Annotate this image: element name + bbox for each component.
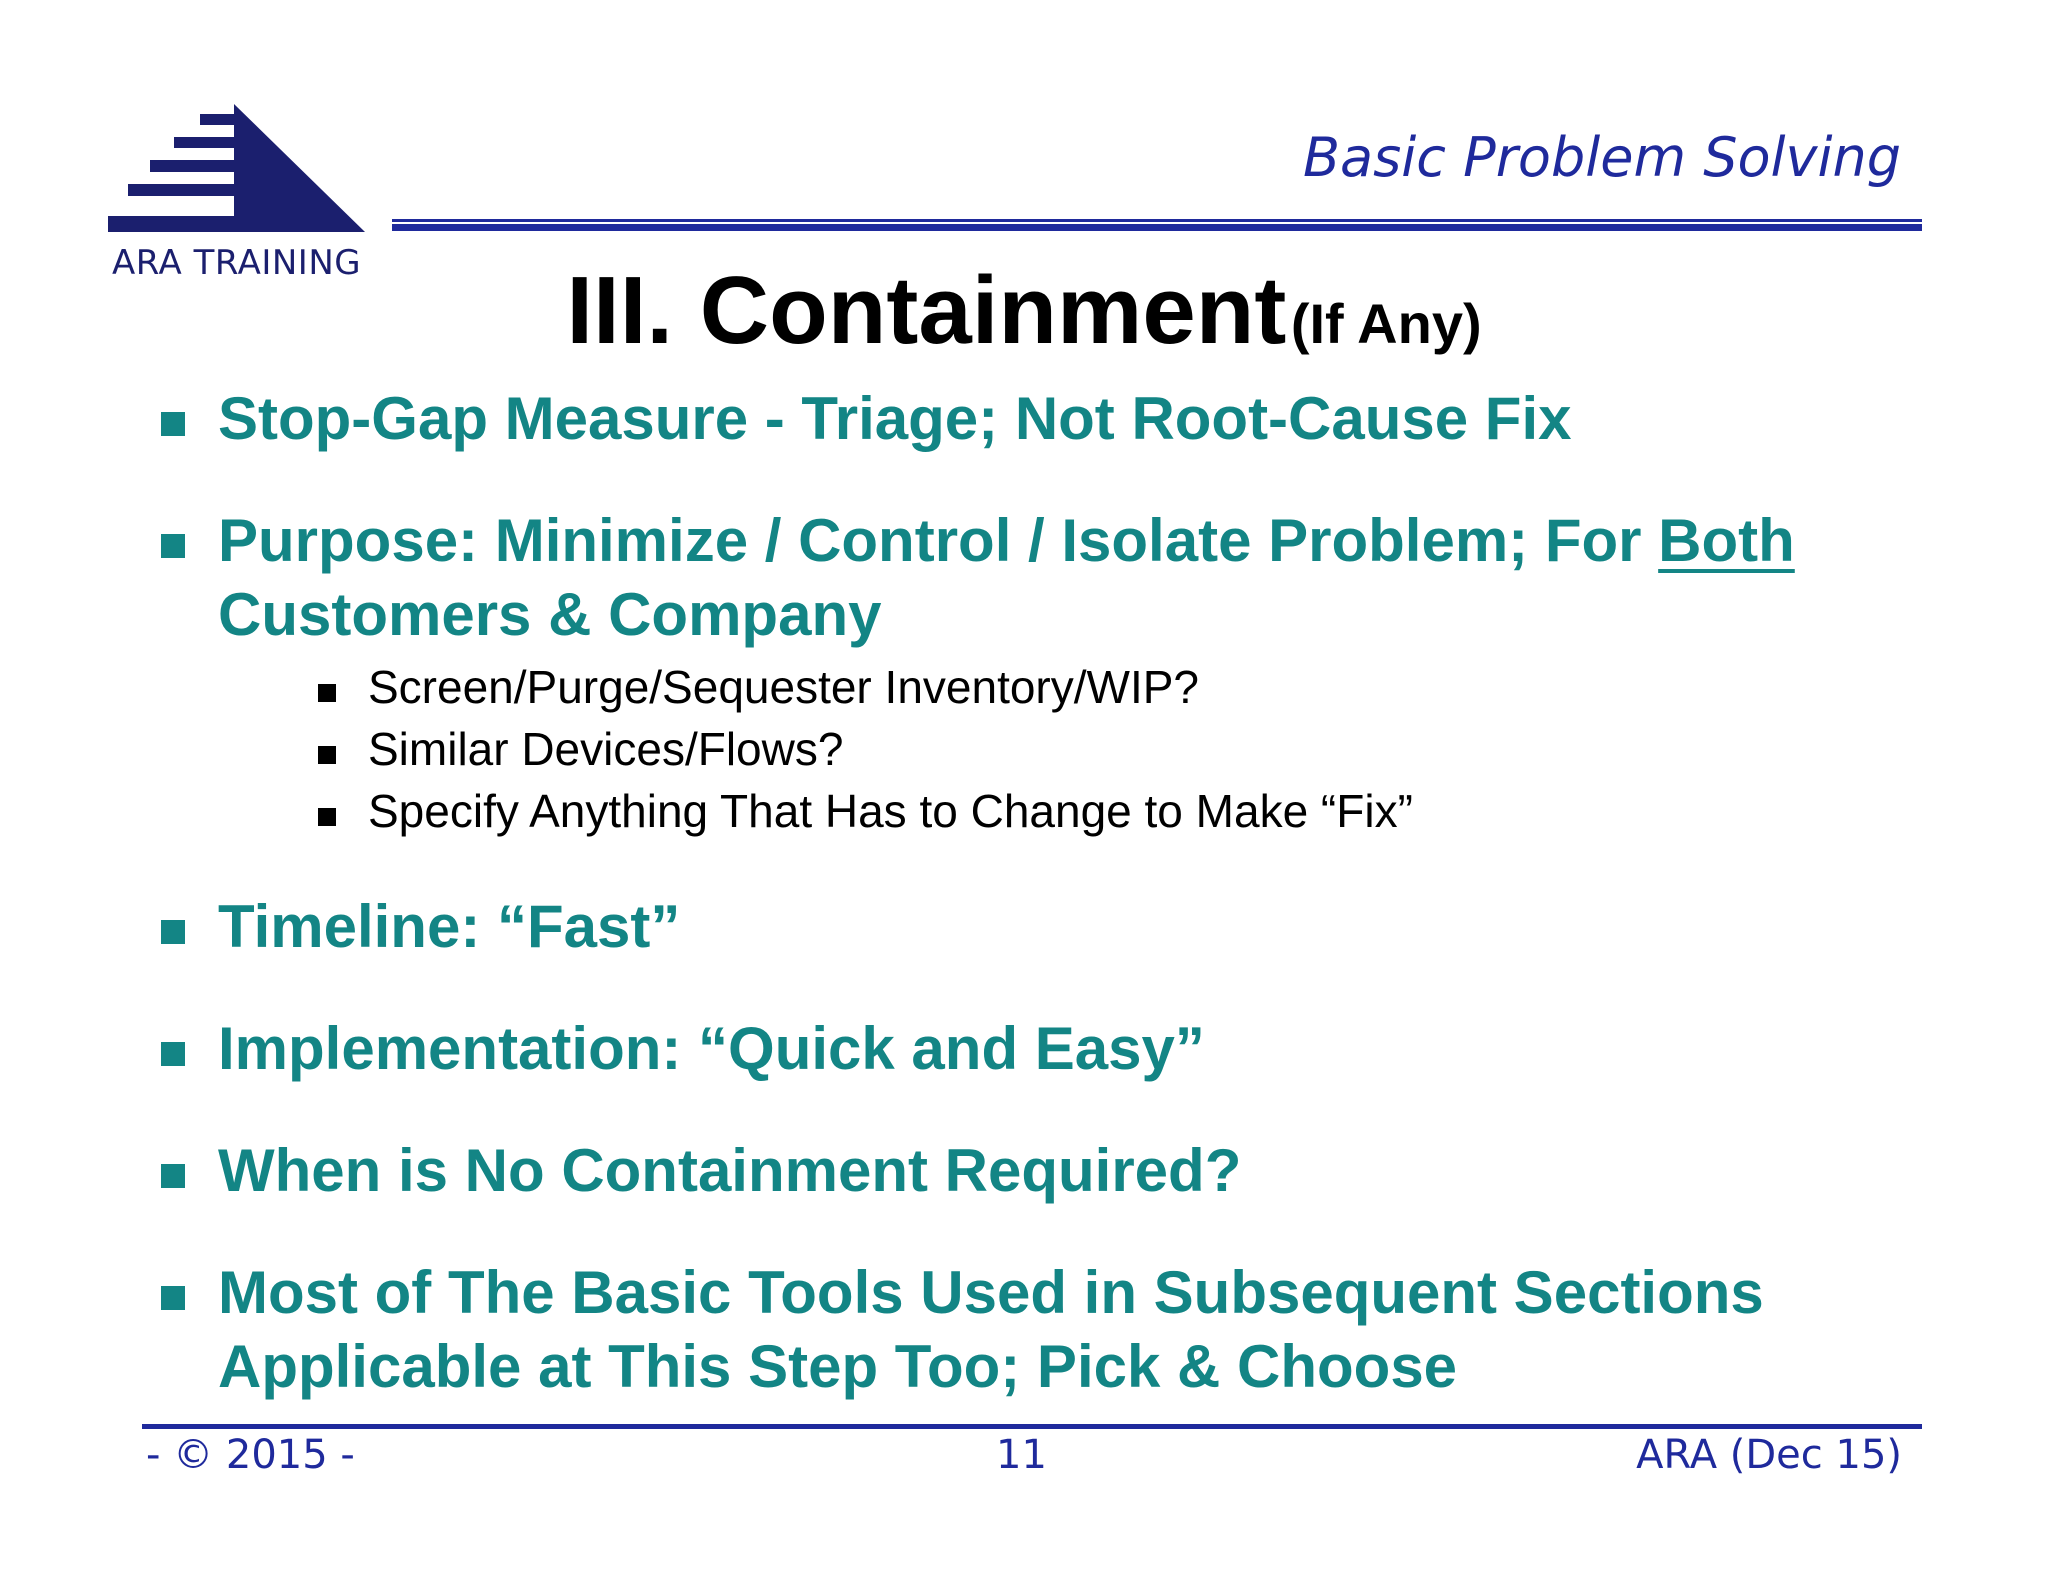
bullet-underlined-word: Both: [1658, 507, 1795, 574]
logo-text: ARA TRAINING: [112, 243, 362, 283]
sub-bullet-specify: [318, 780, 1938, 842]
square-bullet-icon: [161, 412, 185, 436]
sub-bullet-list: [218, 656, 1938, 842]
slide-title-sub: (If Any): [1290, 292, 1482, 355]
square-bullet-icon: [161, 920, 185, 944]
bullet-text: Timeline: “Fast”: [218, 893, 681, 960]
bullet-text: When is No Containment Required?: [218, 1137, 1242, 1204]
bullet-timeline: [158, 890, 1938, 964]
footer-rule: [142, 1424, 1922, 1429]
square-bullet-icon: [161, 1286, 185, 1310]
bullet-stop-gap: [158, 382, 1938, 456]
footer-copyright: - © 2015 -: [146, 1432, 355, 1478]
header-rule-thick: [392, 224, 1922, 231]
footer-page-number: 11: [996, 1432, 1047, 1478]
square-bullet-icon: [318, 746, 336, 764]
square-bullet-icon: [161, 1042, 185, 1066]
bullet-purpose: [158, 504, 1938, 842]
square-bullet-icon: [318, 808, 336, 826]
bullet-text: Most of The Basic Tools Used in Subsequent Sections Applicable at This Step Too; Pick & Choose: [218, 1259, 1764, 1400]
sub-bullet-text: Screen/Purge/Sequester Inventory/WIP?: [368, 661, 1199, 713]
header-rule-thin: [392, 219, 1922, 222]
slide-title: [0, 256, 2048, 366]
footer-date: ARA (Dec 15): [1636, 1432, 1902, 1478]
square-bullet-icon: [318, 684, 336, 702]
bullet-text: Implementation: “Quick and Easy”: [218, 1015, 1205, 1082]
course-title: Basic Problem Solving: [1303, 126, 1901, 189]
bullet-implementation: [158, 1012, 1938, 1086]
slide-title-main: III. Containment: [566, 257, 1287, 364]
square-bullet-icon: [161, 1164, 185, 1188]
pyramid-logo-icon: [108, 104, 368, 244]
sub-bullet-similar: [318, 718, 1938, 780]
bullet-no-containment: [158, 1134, 1938, 1208]
bullet-text: Stop-Gap Measure - Triage; Not Root-Cause Fix: [218, 385, 1572, 452]
bullet-text-before: Purpose: Minimize / Control / Isolate Problem; For: [218, 507, 1659, 574]
square-bullet-icon: [161, 534, 185, 558]
sub-bullet-screen: [318, 656, 1938, 718]
bullet-list: [158, 382, 1938, 1404]
sub-bullet-text: Specify Anything That Has to Change to Make “Fix”: [368, 785, 1413, 837]
bullet-text-after: Customers & Company: [218, 581, 882, 648]
sub-bullet-text: Similar Devices/Flows?: [368, 723, 844, 775]
bullet-basic-tools: [158, 1256, 1938, 1404]
